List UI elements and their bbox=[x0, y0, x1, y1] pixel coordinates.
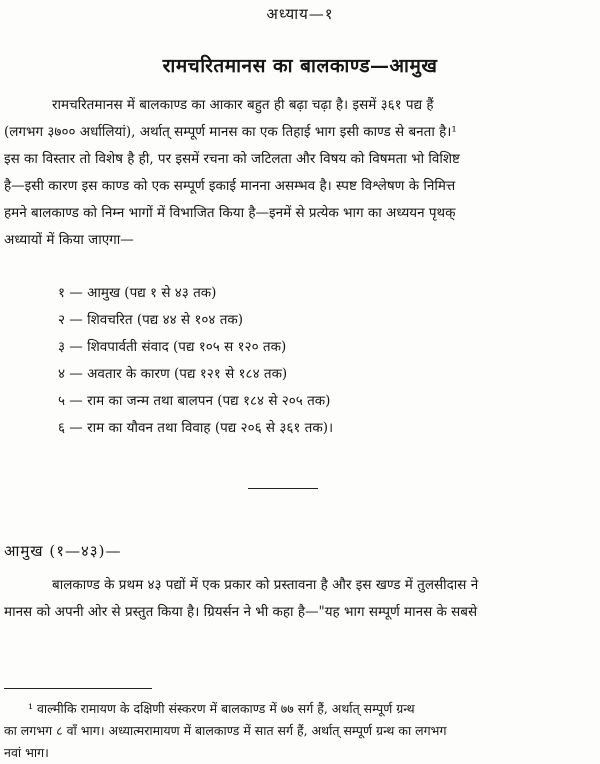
footnote bbox=[4, 698, 594, 764]
chapter-title: रामचरितमानस का बालकाण्ड—आमुख bbox=[162, 55, 438, 77]
list-item: ५ — राम का जन्म तथा बालपन (पद्य १८४ से २०५ तक) bbox=[58, 393, 331, 409]
footnote-line: नवां भाग। bbox=[4, 745, 49, 760]
intro-line: है—इसी कारण इस काण्ड को एक सम्पूर्ण इकाई मानना असम्भव है। स्पष्ट विश्लेषण के निमित्त bbox=[4, 178, 456, 194]
list-item: २ — शिवचरित (पद्य ४४ से १०४ तक) bbox=[58, 312, 244, 328]
intro-line: हमने बालकाण्ड को निम्न भागों में विभाजित किया है—इनमें से प्रत्येक भाग का अध्ययन पृथक् bbox=[4, 205, 456, 221]
chapter-label: अध्याय—१ bbox=[266, 5, 334, 23]
list-item: ४ — अवतार के कारण (पद्य १२१ से १८४ तक) bbox=[58, 366, 288, 382]
section-heading: आमुख (१—४३)— bbox=[4, 542, 122, 560]
list-item: ३ — शिवपार्वती संवाद (पद्य १०५ स १२० तक) bbox=[58, 339, 287, 355]
footnote-line: ¹ वाल्मीकि रामायण के दक्षिणी संस्करण में बालकाण्ड में ७७ सर्ग हैं, अर्थात् सम्पूर्ण ग्रन्थ bbox=[28, 701, 415, 716]
body-line: बालकाण्ड के प्रथम ४३ पद्यों में एक प्रकार को प्रस्तावना है और इस खण्ड में तुलसीदास ने bbox=[52, 577, 479, 593]
body-paragraph bbox=[4, 572, 594, 626]
footnote-rule bbox=[4, 688, 152, 689]
footnote-line: का लगभग ८ वाँ भाग। अध्यात्मरामायण में बालकाण्ड में सात सर्ग हैं, अर्थात् सम्पूर्ण ग्रन्थ का लगभग bbox=[4, 723, 447, 738]
body-line: मानस को अपनी ओर से प्रस्तुत किया है। ग्रियर्सन ने भी कहा है—"यह भाग सम्पूर्ण मानस के सबसे bbox=[4, 604, 478, 620]
list-item: १ — आमुख (पद्य १ से ४३ तक) bbox=[58, 285, 217, 301]
section-list bbox=[58, 280, 578, 442]
intro-line: रामचरितमानस में बालकाण्ड का आकार बहुत ही बढ़ा चढ़ा है। इसमें ३६१ पद्य हैं bbox=[52, 97, 434, 113]
section-divider bbox=[248, 488, 318, 489]
intro-paragraph bbox=[4, 92, 594, 254]
list-item: ६ — राम का यौवन तथा विवाह (पद्य २०६ से ३६१ तक)। bbox=[58, 420, 334, 436]
intro-line: (लगभग ३७०० अर्धालियां), अर्थात् सम्पूर्ण मानस का एक तिहाई भाग इसी काण्ड से बनता है।¹ bbox=[4, 124, 457, 140]
intro-line: इस का विस्तार तो विशेष है ही, पर इसमें रचना को जटिलता और विषय को विषमता भो विशिष्ट bbox=[4, 151, 460, 167]
intro-line: अध्यायों में किया जाएगा— bbox=[4, 232, 134, 248]
